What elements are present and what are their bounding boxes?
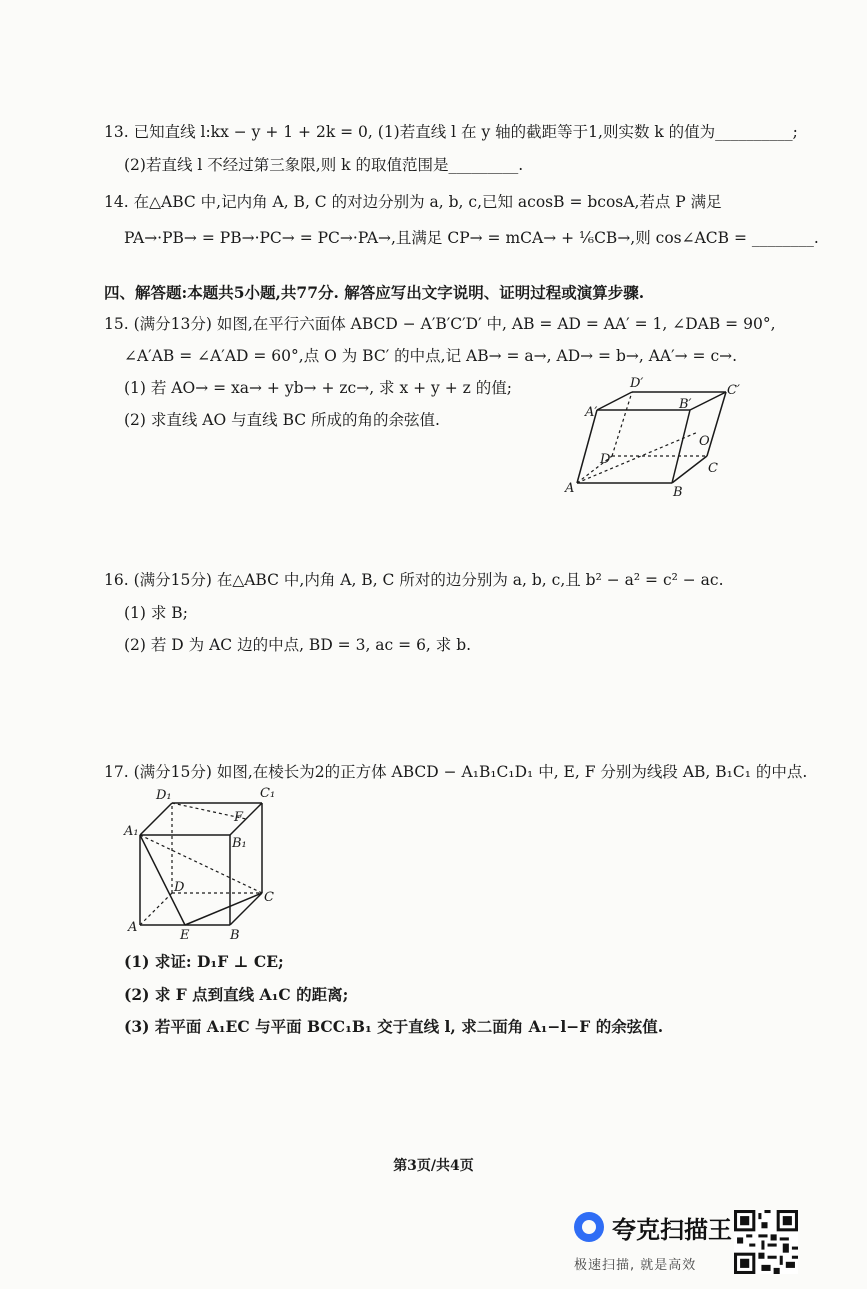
fig17-label-D1: D₁	[156, 788, 172, 803]
fig15-label-C1: C′	[727, 383, 740, 398]
page-number: 第3页/共4页	[393, 1158, 474, 1174]
fig17-label-F: F	[234, 810, 244, 825]
q13-part1: 13. 已知直线 l:kx − y + 1 + 2k = 0, (1)若直线 l 在 y 轴的截距等于1,则实数 k 的值为__________;	[104, 123, 798, 141]
fig17-label-E: E	[180, 928, 190, 943]
q14-line2: PA→·PB→ = PB→·PC→ = PC→·PA→,且满足 CP→ = mCA→ + ¹⁄₆CB→,则 cos∠ACB = ________.	[124, 229, 819, 247]
q16-part2: (2) 若 D 为 AC 边的中点, BD = 3, ac = 6, 求 b.	[124, 636, 472, 654]
watermark-brand: 夸克扫描王	[612, 1216, 732, 1244]
fig17-label-D: D	[174, 880, 185, 895]
q17-part3: (3) 若平面 A₁EC 与平面 BCC₁B₁ 交于直线 l, 求二面角 A₁−l−F 的余弦值.	[124, 1017, 664, 1036]
watermark-slogan: 极速扫描, 就是高效	[574, 1258, 697, 1273]
fig17-label-B: B	[230, 928, 240, 943]
fig15-label-B1: B′	[679, 397, 692, 412]
fig15-label-B: B	[673, 485, 683, 500]
cube-figure	[122, 785, 292, 945]
section4-heading: 四、解答题:本题共5小题,共77分. 解答应写出文字说明、证明过程或演算步骤.	[104, 283, 645, 302]
fig17-label-A1: A₁	[124, 824, 139, 839]
q17-line1: 17. (满分15分) 如图,在棱长为2的正方体 ABCD − A₁B₁C₁D₁ 中, E, F 分别为线段 AB, B₁C₁ 的中点.	[104, 763, 808, 781]
q15-line2: ∠A′AB = ∠A′AD = 60°,点 O 为 BC′ 的中点,记 AB→ = a→, AD→ = b→, AA′→ = c→.	[124, 347, 738, 365]
fig15-label-A1: A′	[585, 405, 598, 420]
parallelepiped-figure	[555, 370, 755, 500]
q17-part2: (2) 求 F 点到直线 A₁C 的距离;	[124, 985, 349, 1004]
q13-part2: (2)若直线 l 不经过第三象限,则 k 的取值范围是_________.	[124, 156, 524, 174]
q16-line1: 16. (满分15分) 在△ABC 中,内角 A, B, C 所对的边分别为 a, b, c,且 b² − a² = c² − ac.	[104, 571, 724, 589]
fig17-label-A: A	[128, 920, 138, 935]
q15-part1: (1) 若 AO→ = xa→ + yb→ + zc→, 求 x + y + z 的值;	[124, 379, 512, 397]
qr-code-icon	[734, 1210, 798, 1274]
fig15-label-D1: D′	[630, 376, 644, 391]
fig17-label-B1: B₁	[232, 836, 247, 851]
fig17-label-C1: C₁	[260, 786, 276, 801]
fig15-label-A: A	[565, 481, 575, 496]
fig17-label-C: C	[264, 890, 274, 905]
q14-line1: 14. 在△ABC 中,记内角 A, B, C 的对边分别为 a, b, c,已知 acosB = bcosA,若点 P 满足	[104, 193, 722, 211]
fig15-label-C: C	[708, 461, 718, 476]
fig15-label-O: O	[699, 434, 710, 449]
q15-part2: (2) 求直线 AO 与直线 BC 所成的角的余弦值.	[124, 411, 440, 429]
q15-line1: 15. (满分13分) 如图,在平行六面体 ABCD − A′B′C′D′ 中, AB = AD = AA′ = 1, ∠DAB = 90°,	[104, 315, 776, 333]
q17-part1: (1) 求证: D₁F ⊥ CE;	[124, 952, 284, 971]
fig15-label-D: D	[600, 452, 611, 467]
quark-logo-icon	[574, 1212, 604, 1242]
q16-part1: (1) 求 B;	[124, 604, 188, 622]
